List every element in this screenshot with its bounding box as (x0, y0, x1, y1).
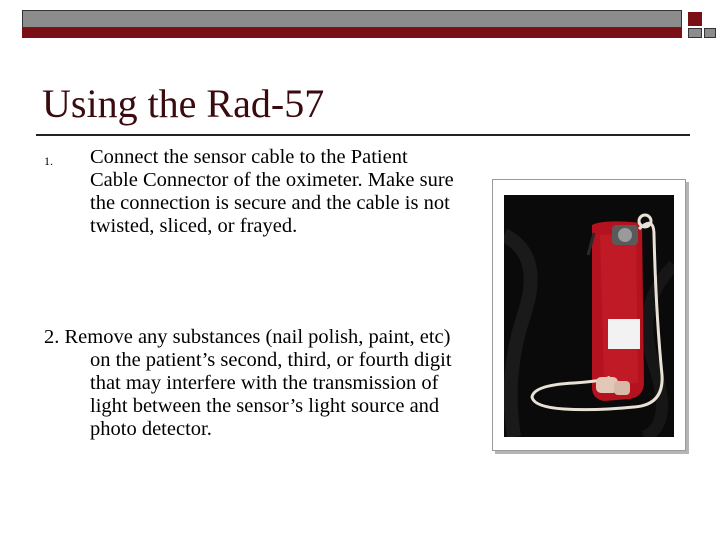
corner-square-gray (704, 28, 716, 38)
rad57-device-photo (504, 195, 674, 437)
slide-title: Using the Rad-57 (42, 81, 325, 126)
header-strip-gray (22, 10, 682, 28)
step-2-text: 2. Remove any substances (nail polish, paint, etc) on the patient’s second, third, or fourth digit that may interfere with the transmission of light between the sensor’s light source and photo detector. (44, 326, 452, 440)
step-number: 1. (44, 154, 53, 168)
corner-square-red (688, 12, 702, 26)
header-bar (22, 10, 682, 38)
title-underline (36, 134, 690, 136)
corner-square-gray (688, 28, 702, 38)
device-photo-frame (492, 179, 686, 451)
step-1-text: Connect the sensor cable to the Patient Cable Connector of the oximeter. Make sure the connection is secure and the cable is not twisted, sliced, or frayed. (90, 146, 454, 237)
header-strip-red (22, 28, 682, 38)
